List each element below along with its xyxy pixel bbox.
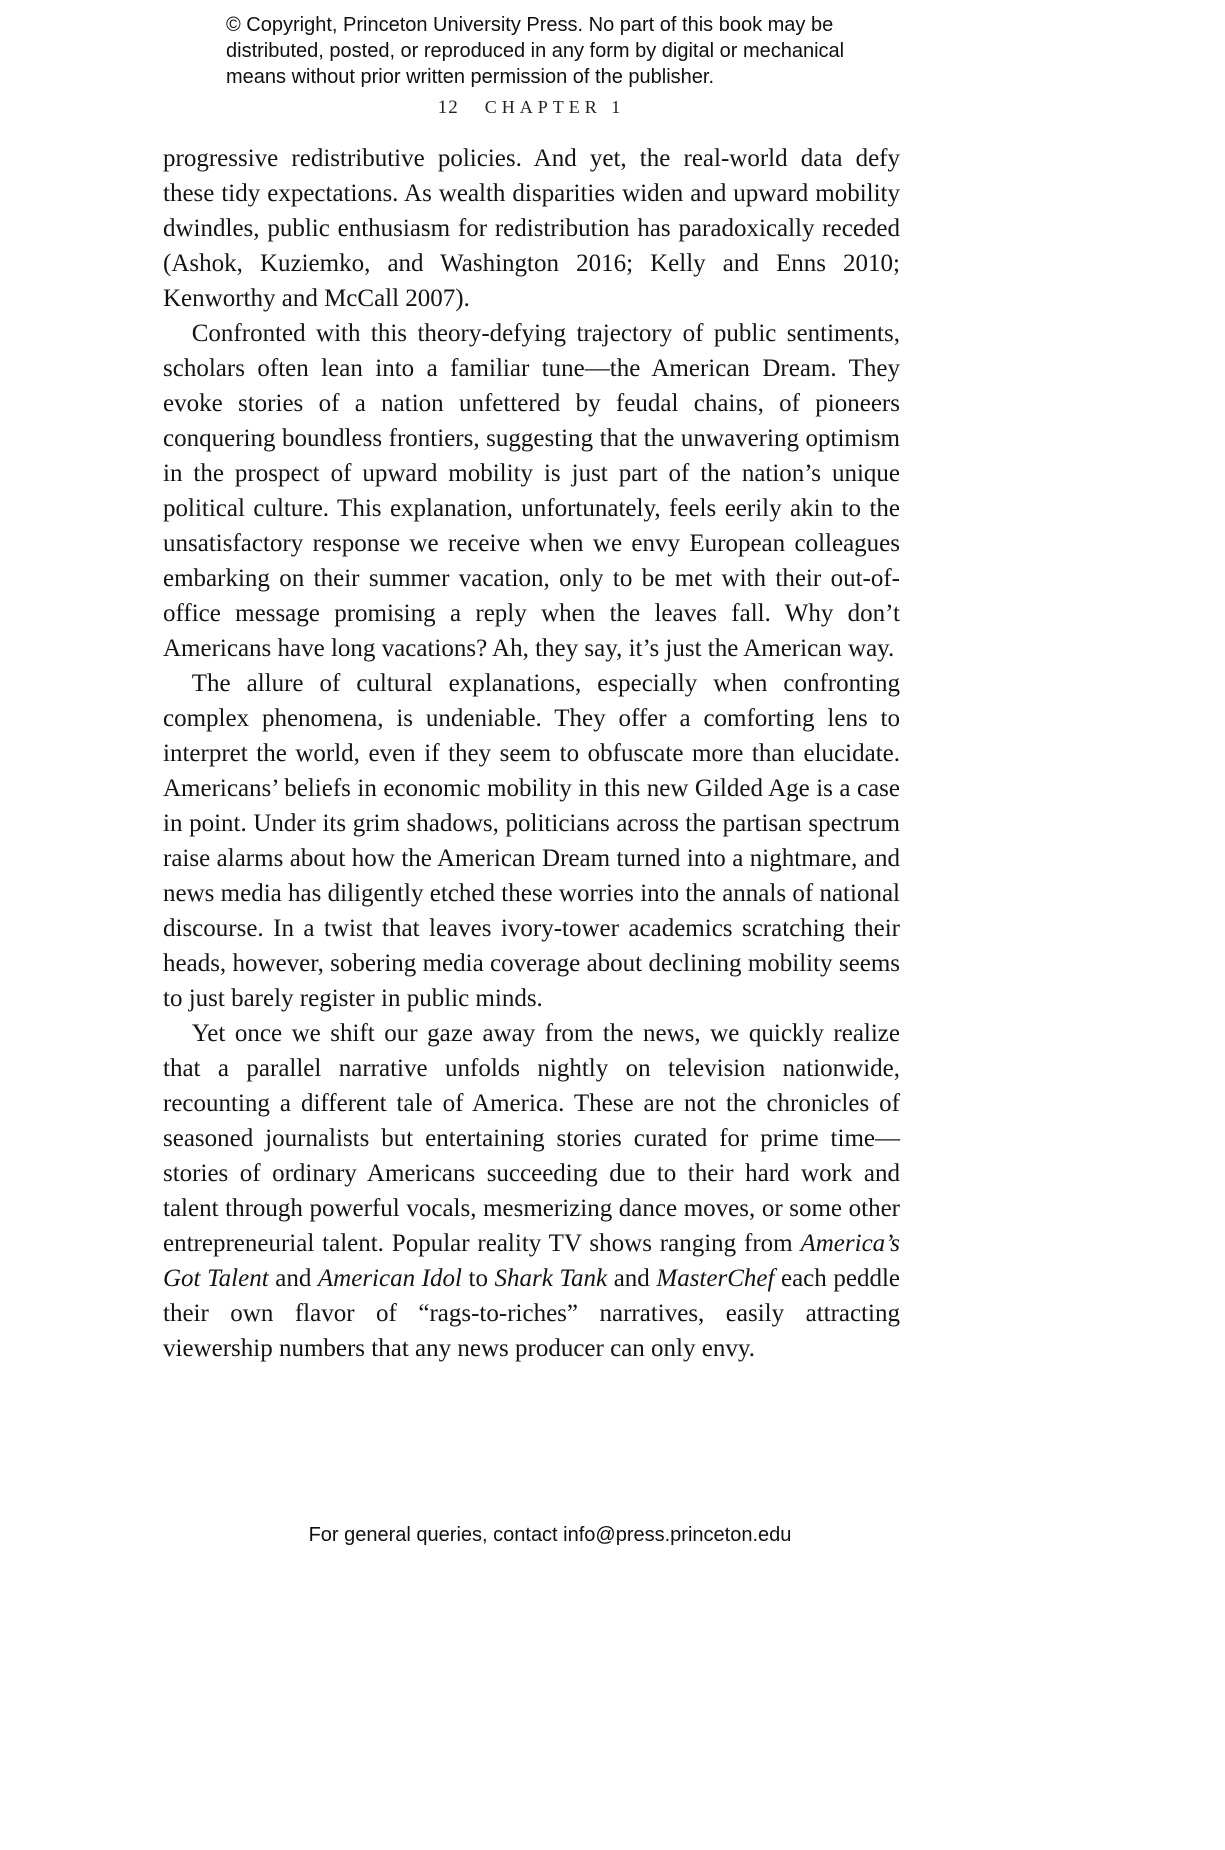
page-number: 12 xyxy=(437,97,459,118)
tv-show-title-american-idol: American Idol xyxy=(317,1265,462,1292)
tv-show-title-masterchef: MasterChef xyxy=(656,1265,775,1292)
tv-show-title-americas-got-talent: America’s Got Talent xyxy=(163,1230,900,1292)
paragraph-3 xyxy=(163,666,900,1016)
paragraph-4-connector: and xyxy=(607,1265,657,1292)
paragraph-4-connector: and xyxy=(268,1265,318,1292)
body-text xyxy=(163,141,900,1366)
tv-show-title-shark-tank: Shark Tank xyxy=(494,1265,608,1292)
chapter-label: CHAPTER 1 xyxy=(484,97,626,117)
copyright-line-2: distributed, posted, or reproduced in any form by digital or mechanical xyxy=(226,40,845,62)
copyright-line-1: © Copyright, Princeton University Press. No part of this book may be xyxy=(226,14,834,36)
paragraph-1-text: progressive redistributive policies. And yet, the real-world data defy these tidy expectations. As wealth disparities widen and upward mobility dwindles, public enthusiasm for redistribution has paradoxically receded (Ashok, Kuziemko, and Washington 2016; Kelly and Enns 2010; Kenworthy and McCall 2007). xyxy=(163,145,900,312)
paragraph-4-connector: to xyxy=(461,1265,495,1292)
copyright-notice xyxy=(226,12,866,90)
paragraph-4-text: Yet once we shift our gaze away from the news, we quickly realize that a parallel narrative unfolds nightly on television nationwide, recounting a different tale of America. These are not the chronicles of seasoned journalists but entertaining stories curated for prime time—stories of ordinary Americans succeeding due to their hard work and talent through powerful vocals, mesmerizing dance moves, or some other entrepreneurial talent. Popular reality TV shows ranging from xyxy=(163,1020,900,1257)
paragraph-3-text: The allure of cultural explanations, especially when confronting complex phenomena, is undeniable. They offer a comforting lens to interpret the world, even if they seem to obfuscate more than elucidate. Americans’ beliefs in economic mobility in this new Gilded Age is a case in point. Under its grim shadows, politicians across the partisan spectrum raise alarms about how the American Dream turned into a nightmare, and news media has diligently etched these worries into the annals of national discourse. In a twist that leaves ivory-tower academics scratching their heads, however, sobering media coverage about declining mobility seems to just barely register in public minds. xyxy=(163,670,900,1012)
paragraph-2 xyxy=(163,316,900,666)
running-header xyxy=(163,97,900,119)
paragraph-2-text: Confronted with this theory-defying trajectory of public sentiments, scholars often lean into a familiar tune—the American Dream. They evoke stories of a nation unfettered by feudal chains, of pioneers conquering boundless frontiers, suggesting that the unwavering optimism in the prospect of upward mobility is just part of the nation’s unique political culture. This explanation, unfortunately, feels eerily akin to the unsatisfactory response we receive when we envy European colleagues embarking on their summer vacation, only to be met with their out-of-office message promising a reply when the leaves fall. Why don’t Americans have long vacations? Ah, they say, it’s just the American way. xyxy=(163,320,900,662)
paragraph-4-text-end: each peddle their own flavor of “rags-to-riches” narratives, easily attracting viewership numbers that any news producer can only envy. xyxy=(163,1265,900,1362)
page-footer xyxy=(0,1524,1100,1547)
copyright-line-3: means without prior written permission of the publisher. xyxy=(226,66,715,88)
footer-contact-line: For general queries, contact info@press.princeton.edu xyxy=(308,1524,792,1546)
paragraph-1 xyxy=(163,141,900,316)
paragraph-4 xyxy=(163,1016,900,1366)
